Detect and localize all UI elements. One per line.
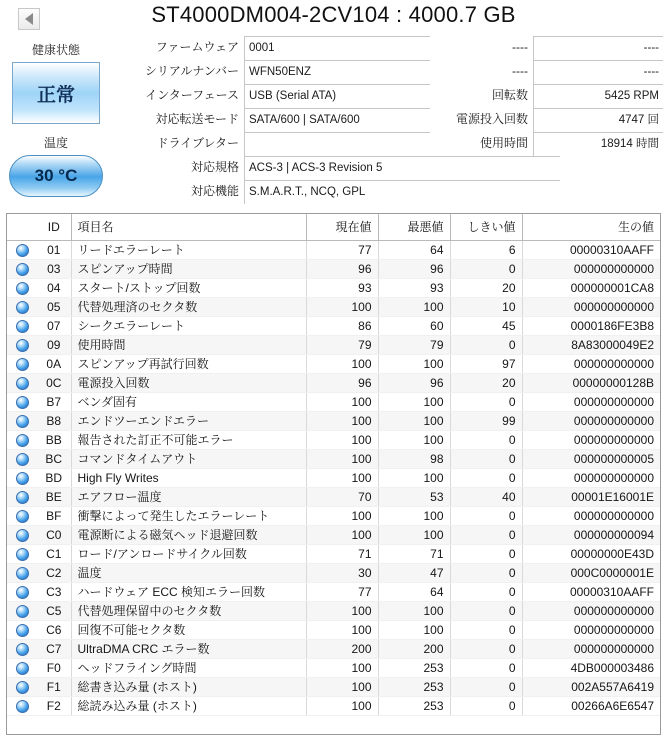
row-status-cell [7, 392, 37, 411]
raw-value-cell: 00000310AAFF [522, 582, 660, 601]
serial-number-value: WFN50ENZ [244, 60, 430, 84]
page-title: ST4000DM004-2CV104 : 4000.7 GB [151, 2, 516, 27]
threshold-value-cell: 0 [450, 259, 522, 278]
raw-value-cell: 00001E16001E [522, 487, 660, 506]
row-status-cell [7, 506, 37, 525]
attribute-id-cell: 05 [37, 297, 71, 316]
blue-sphere-icon [16, 244, 29, 257]
column-header-current: 現在値 [306, 214, 378, 240]
interface-label: インターフェース [145, 88, 239, 102]
table-row[interactable] [7, 430, 660, 449]
row-status-cell [7, 620, 37, 639]
table-row[interactable] [7, 316, 660, 335]
info-row [112, 180, 667, 204]
attribute-id-cell: 0A [37, 354, 71, 373]
attribute-name-cell: 電源投入回数 [71, 373, 306, 392]
column-header-status [7, 214, 37, 240]
worst-value-cell: 253 [378, 658, 450, 677]
current-value-cell: 100 [306, 430, 378, 449]
current-value-cell: 86 [306, 316, 378, 335]
current-value-cell: 100 [306, 677, 378, 696]
threshold-value-cell: 0 [450, 601, 522, 620]
rotation-rate-label: 回転数 [491, 88, 528, 102]
current-value-cell: 96 [306, 259, 378, 278]
worst-value-cell: 100 [378, 430, 450, 449]
attribute-id-cell: BB [37, 430, 71, 449]
drive-info-panel [112, 36, 667, 204]
standard-value: ACS-3 | ACS-3 Revision 5 [244, 156, 560, 180]
blue-sphere-icon [16, 263, 29, 276]
blue-sphere-icon [16, 377, 29, 390]
table-row[interactable] [7, 449, 660, 468]
attribute-name-cell: エンドツーエンドエラー [71, 411, 306, 430]
drive-letter-value [244, 132, 430, 156]
worst-value-cell: 98 [378, 449, 450, 468]
table-row[interactable] [7, 259, 660, 278]
attribute-id-cell: F1 [37, 677, 71, 696]
blue-sphere-icon [16, 662, 29, 675]
blue-sphere-icon [16, 301, 29, 314]
blue-sphere-icon [16, 472, 29, 485]
column-header-worst: 最悪値 [378, 214, 450, 240]
temperature-label: 温度 [43, 136, 68, 150]
worst-value-cell: 100 [378, 392, 450, 411]
raw-value-cell: 000000000000 [522, 411, 660, 430]
attribute-id-cell: C1 [37, 544, 71, 563]
info-row [112, 36, 667, 60]
features-value: S.M.A.R.T., NCQ, GPL [244, 180, 560, 204]
table-row[interactable] [7, 354, 660, 373]
attribute-id-cell: BF [37, 506, 71, 525]
attribute-id-cell: 09 [37, 335, 71, 354]
threshold-value-cell: 20 [450, 278, 522, 297]
info-right-label-0: ---- [512, 40, 528, 54]
blue-sphere-icon [16, 586, 29, 599]
current-value-cell: 100 [306, 525, 378, 544]
raw-value-cell: 000000000005 [522, 449, 660, 468]
blue-sphere-icon [16, 548, 29, 561]
raw-value-cell: 000000000000 [522, 620, 660, 639]
current-value-cell: 100 [306, 392, 378, 411]
table-row[interactable] [7, 601, 660, 620]
attribute-name-cell: スタート/ストップ回数 [71, 278, 306, 297]
table-row[interactable] [7, 696, 660, 715]
current-value-cell: 100 [306, 658, 378, 677]
table-row[interactable] [7, 544, 660, 563]
threshold-value-cell: 45 [450, 316, 522, 335]
row-status-cell [7, 487, 37, 506]
current-value-cell: 100 [306, 620, 378, 639]
raw-value-cell: 000000000094 [522, 525, 660, 544]
worst-value-cell: 64 [378, 582, 450, 601]
blue-sphere-icon [16, 624, 29, 637]
raw-value-cell: 000000000000 [522, 601, 660, 620]
table-row[interactable] [7, 240, 660, 259]
current-value-cell: 96 [306, 373, 378, 392]
info-right-value-0: ---- [533, 36, 663, 60]
threshold-value-cell: 0 [450, 392, 522, 411]
worst-value-cell: 47 [378, 563, 450, 582]
worst-value-cell: 96 [378, 373, 450, 392]
threshold-value-cell: 0 [450, 563, 522, 582]
raw-value-cell: 000C0000001E [522, 563, 660, 582]
current-value-cell: 100 [306, 468, 378, 487]
worst-value-cell: 200 [378, 639, 450, 658]
power-on-count-value: 4747 回 [533, 108, 663, 132]
row-status-cell [7, 411, 37, 430]
worst-value-cell: 100 [378, 620, 450, 639]
worst-value-cell: 100 [378, 411, 450, 430]
raw-value-cell: 00000000E43D [522, 544, 660, 563]
power-on-count-label: 電源投入回数 [455, 112, 528, 126]
attribute-id-cell: C6 [37, 620, 71, 639]
info-row [112, 84, 667, 108]
row-status-cell [7, 449, 37, 468]
threshold-value-cell: 20 [450, 373, 522, 392]
attribute-name-cell: 代替処理保留中のセクタ数 [71, 601, 306, 620]
row-status-cell [7, 696, 37, 715]
threshold-value-cell: 0 [450, 506, 522, 525]
table-row[interactable] [7, 658, 660, 677]
threshold-value-cell: 0 [450, 696, 522, 715]
threshold-value-cell: 0 [450, 468, 522, 487]
temperature-badge[interactable]: 30 °C [9, 155, 103, 197]
table-row[interactable] [7, 677, 660, 696]
attribute-name-cell: ロード/アンロードサイクル回数 [71, 544, 306, 563]
row-status-cell [7, 240, 37, 259]
current-value-cell: 77 [306, 582, 378, 601]
worst-value-cell: 53 [378, 487, 450, 506]
attribute-name-cell: ヘッドフライング時間 [71, 658, 306, 677]
attribute-name-cell: コマンドタイムアウト [71, 449, 306, 468]
info-row [112, 132, 667, 156]
current-value-cell: 100 [306, 601, 378, 620]
row-status-cell [7, 316, 37, 335]
raw-value-cell: 000000000000 [522, 639, 660, 658]
worst-value-cell: 60 [378, 316, 450, 335]
info-right-value-1: ---- [533, 60, 663, 84]
threshold-value-cell: 6 [450, 240, 522, 259]
worst-value-cell: 100 [378, 506, 450, 525]
attribute-id-cell: BD [37, 468, 71, 487]
table-row[interactable] [7, 582, 660, 601]
threshold-value-cell: 0 [450, 525, 522, 544]
health-status-badge[interactable]: 正常 [12, 62, 100, 124]
row-status-cell [7, 677, 37, 696]
table-row[interactable] [7, 506, 660, 525]
attribute-id-cell: B8 [37, 411, 71, 430]
current-value-cell: 100 [306, 411, 378, 430]
smart-attributes-table[interactable] [6, 213, 661, 735]
worst-value-cell: 96 [378, 259, 450, 278]
table-row[interactable] [7, 411, 660, 430]
table-row[interactable] [7, 639, 660, 658]
threshold-value-cell: 97 [450, 354, 522, 373]
info-row [112, 108, 667, 132]
blue-sphere-icon [16, 529, 29, 542]
attribute-id-cell: BC [37, 449, 71, 468]
row-status-cell [7, 373, 37, 392]
attribute-name-cell: UltraDMA CRC エラー数 [71, 639, 306, 658]
attribute-name-cell: スピンアップ再試行回数 [71, 354, 306, 373]
current-value-cell: 71 [306, 544, 378, 563]
table-row[interactable] [7, 620, 660, 639]
standard-label: 対応規格 [190, 160, 239, 174]
worst-value-cell: 71 [378, 544, 450, 563]
attribute-name-cell: 代替処理済のセクタ数 [71, 297, 306, 316]
blue-sphere-icon [16, 415, 29, 428]
threshold-value-cell: 40 [450, 487, 522, 506]
threshold-value-cell: 0 [450, 639, 522, 658]
attribute-id-cell: 07 [37, 316, 71, 335]
row-status-cell [7, 563, 37, 582]
health-status-label: 健康状態 [31, 43, 80, 57]
blue-sphere-icon [16, 681, 29, 694]
worst-value-cell: 100 [378, 601, 450, 620]
row-status-cell [7, 297, 37, 316]
row-status-cell [7, 582, 37, 601]
blue-sphere-icon [16, 567, 29, 580]
info-row [112, 60, 667, 84]
attribute-name-cell: 総読み込み量 (ホスト) [71, 696, 306, 715]
row-status-cell [7, 259, 37, 278]
attribute-name-cell: 使用時間 [71, 335, 306, 354]
attribute-name-cell: シークエラーレート [71, 316, 306, 335]
worst-value-cell: 100 [378, 354, 450, 373]
info-row [112, 156, 667, 180]
attribute-id-cell: F0 [37, 658, 71, 677]
features-label: 対応機能 [190, 184, 239, 198]
worst-value-cell: 100 [378, 468, 450, 487]
blue-sphere-icon [16, 339, 29, 352]
column-header-name: 項目名 [71, 214, 306, 240]
blue-sphere-icon [16, 396, 29, 409]
attribute-id-cell: 03 [37, 259, 71, 278]
attribute-name-cell: High Fly Writes [71, 468, 306, 487]
current-value-cell: 100 [306, 449, 378, 468]
table-header-row [7, 214, 660, 240]
attribute-name-cell: 衝撃によって発生したエラーレート [71, 506, 306, 525]
worst-value-cell: 64 [378, 240, 450, 259]
threshold-value-cell: 0 [450, 620, 522, 639]
interface-value: USB (Serial ATA) [244, 84, 430, 108]
table-row[interactable] [7, 563, 660, 582]
raw-value-cell: 000000000000 [522, 506, 660, 525]
blue-sphere-icon [16, 434, 29, 447]
raw-value-cell: 000000000000 [522, 354, 660, 373]
row-status-cell [7, 354, 37, 373]
current-value-cell: 100 [306, 506, 378, 525]
blue-sphere-icon [16, 643, 29, 656]
row-status-cell [7, 525, 37, 544]
table-row[interactable] [7, 335, 660, 354]
attribute-name-cell: エアフロー温度 [71, 487, 306, 506]
threshold-value-cell: 0 [450, 677, 522, 696]
blue-sphere-icon [16, 282, 29, 295]
row-status-cell [7, 658, 37, 677]
raw-value-cell: 002A557A6419 [522, 677, 660, 696]
worst-value-cell: 100 [378, 525, 450, 544]
transfer-mode-value: SATA/600 | SATA/600 [244, 108, 430, 132]
table-row[interactable] [7, 278, 660, 297]
worst-value-cell: 93 [378, 278, 450, 297]
attribute-id-cell: C0 [37, 525, 71, 544]
column-header-id: ID [37, 214, 71, 240]
current-value-cell: 100 [306, 297, 378, 316]
current-value-cell: 70 [306, 487, 378, 506]
attribute-name-cell: 温度 [71, 563, 306, 582]
raw-value-cell: 4DB000003486 [522, 658, 660, 677]
rotation-rate-value: 5425 RPM [533, 84, 663, 108]
raw-value-cell: 000000000000 [522, 468, 660, 487]
attribute-id-cell: C3 [37, 582, 71, 601]
table-row[interactable] [7, 525, 660, 544]
blue-sphere-icon [16, 700, 29, 713]
threshold-value-cell: 0 [450, 430, 522, 449]
serial-number-label: シリアルナンバー [144, 64, 239, 78]
attribute-name-cell: 報告された訂正不可能エラー [71, 430, 306, 449]
current-value-cell: 79 [306, 335, 378, 354]
attribute-name-cell: 回復不可能セクタ数 [71, 620, 306, 639]
attribute-name-cell: スピンアップ時間 [71, 259, 306, 278]
table-row[interactable] [7, 373, 660, 392]
current-value-cell: 93 [306, 278, 378, 297]
raw-value-cell: 8A83000049E2 [522, 335, 660, 354]
attribute-id-cell: F2 [37, 696, 71, 715]
attribute-id-cell: 04 [37, 278, 71, 297]
blue-sphere-icon [16, 605, 29, 618]
threshold-value-cell: 0 [450, 449, 522, 468]
attribute-name-cell: 総書き込み量 (ホスト) [71, 677, 306, 696]
blue-sphere-icon [16, 358, 29, 371]
raw-value-cell: 00266A6E6547 [522, 696, 660, 715]
attribute-id-cell: 0C [37, 373, 71, 392]
table-row[interactable] [7, 392, 660, 411]
table-row[interactable] [7, 468, 660, 487]
blue-sphere-icon [16, 491, 29, 504]
column-header-threshold: しきい値 [450, 214, 522, 240]
blue-sphere-icon [16, 510, 29, 523]
worst-value-cell: 79 [378, 335, 450, 354]
threshold-value-cell: 0 [450, 335, 522, 354]
raw-value-cell: 000000000000 [522, 392, 660, 411]
blue-sphere-icon [16, 453, 29, 466]
raw-value-cell: 000000000000 [522, 430, 660, 449]
firmware-label: ファームウェア [155, 40, 239, 54]
row-status-cell [7, 335, 37, 354]
attribute-id-cell: B7 [37, 392, 71, 411]
attribute-name-cell: ハードウェア ECC 検知エラー回数 [71, 582, 306, 601]
worst-value-cell: 253 [378, 696, 450, 715]
raw-value-cell: 00000310AAFF [522, 240, 660, 259]
raw-value-cell: 000000000000 [522, 259, 660, 278]
current-value-cell: 200 [306, 639, 378, 658]
drive-letter-label: ドライブレター [156, 136, 239, 150]
threshold-value-cell: 99 [450, 411, 522, 430]
worst-value-cell: 100 [378, 297, 450, 316]
attribute-name-cell: リードエラーレート [71, 240, 306, 259]
threshold-value-cell: 0 [450, 658, 522, 677]
power-on-hours-value: 18914 時間 [533, 132, 663, 156]
threshold-value-cell: 10 [450, 297, 522, 316]
info-right-label-1: ---- [512, 64, 528, 78]
row-status-cell [7, 278, 37, 297]
raw-value-cell: 00000000128B [522, 373, 660, 392]
table-row[interactable] [7, 297, 660, 316]
raw-value-cell: 0000186FE3B8 [522, 316, 660, 335]
blue-sphere-icon [16, 320, 29, 333]
row-status-cell [7, 601, 37, 620]
transfer-mode-label: 対応転送モード [155, 112, 239, 126]
worst-value-cell: 253 [378, 677, 450, 696]
firmware-value: 0001 [244, 36, 430, 60]
current-value-cell: 100 [306, 354, 378, 373]
raw-value-cell: 000000001CA8 [522, 278, 660, 297]
attribute-id-cell: BE [37, 487, 71, 506]
current-value-cell: 77 [306, 240, 378, 259]
table-row[interactable] [7, 487, 660, 506]
attribute-name-cell: ベンダ固有 [71, 392, 306, 411]
row-status-cell [7, 544, 37, 563]
power-on-hours-label: 使用時間 [479, 136, 528, 150]
attribute-id-cell: 01 [37, 240, 71, 259]
current-value-cell: 100 [306, 696, 378, 715]
threshold-value-cell: 0 [450, 544, 522, 563]
attribute-id-cell: C2 [37, 563, 71, 582]
attribute-id-cell: C5 [37, 601, 71, 620]
column-header-raw: 生の値 [522, 214, 660, 240]
current-value-cell: 30 [306, 563, 378, 582]
threshold-value-cell: 0 [450, 582, 522, 601]
attribute-id-cell: C7 [37, 639, 71, 658]
row-status-cell [7, 430, 37, 449]
attribute-name-cell: 電源断による磁気ヘッド退避回数 [71, 525, 306, 544]
row-status-cell [7, 639, 37, 658]
raw-value-cell: 000000000000 [522, 297, 660, 316]
row-status-cell [7, 468, 37, 487]
